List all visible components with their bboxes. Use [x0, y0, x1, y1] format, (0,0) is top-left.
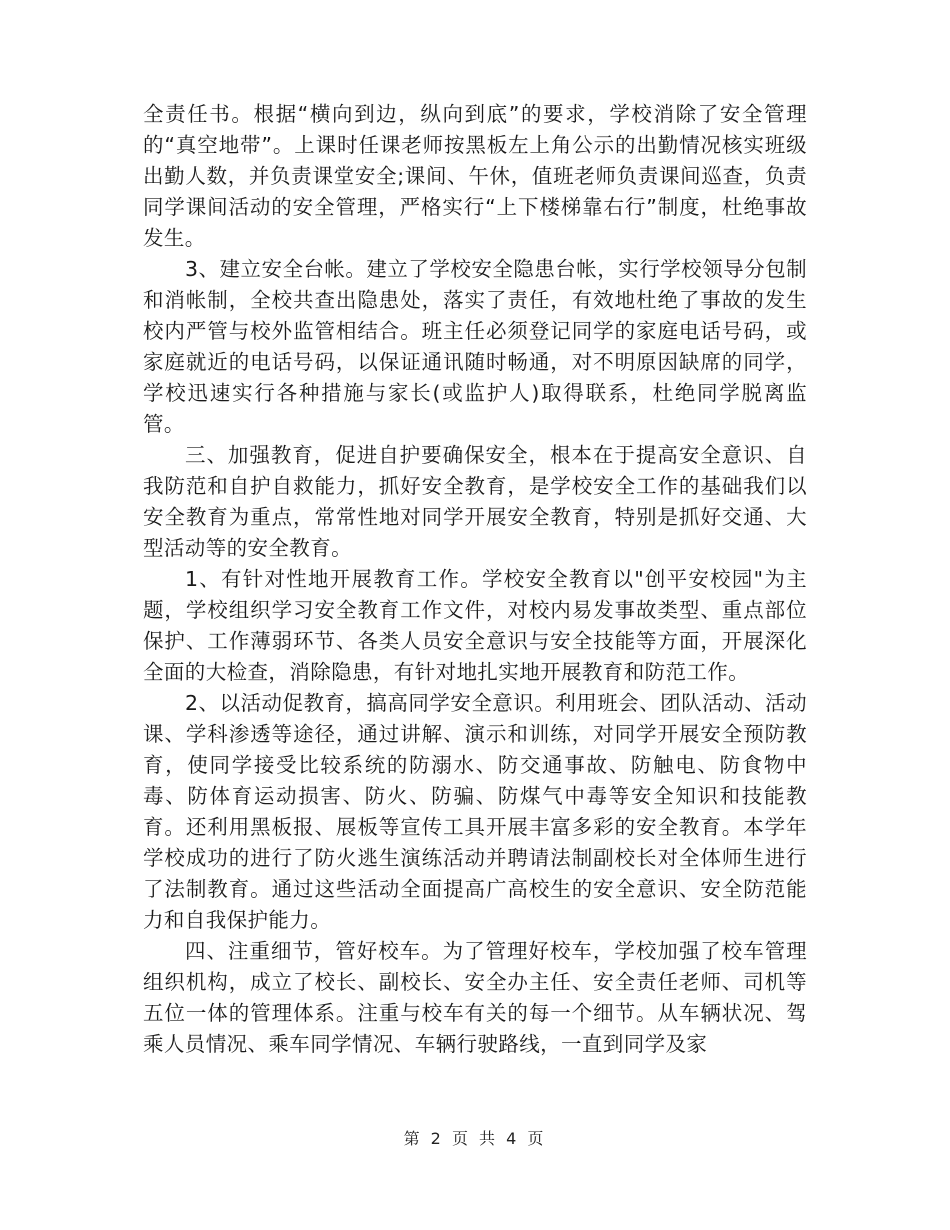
paragraph-safety-ledger: 3、建立安全台帐。建立了学校安全隐患台帐，实行学校领导分包制和消帐制，全校共查出隐患处，落实了责任，有效地杜绝了事故的发生校内严管与校外监管相结合。班主任必须登记同学的家庭电话号码，或家庭就近的电话号码，以保证通讯随时畅通，对不明原因缺席的同学，学校迅速实行各种措施与家长(或监护人)取得联系，杜绝同学脱离监管。	[143, 257, 807, 436]
document-body	[143, 99, 807, 1060]
paragraph-strengthen-education: 三、加强教育，促进自护要确保安全，根本在于提高安全意识、自我防范和自护自救能力，抓好安全教育，是学校安全工作的基础我们以安全教育为重点，常常性地对同学开展安全教育，特别是抓好交通、大型活动等的安全教育。	[143, 443, 807, 560]
paragraph-continuation: 全责任书。根据“横向到边，纵向到底”的要求，学校消除了安全管理的“真空地带”。上课时任课老师按黑板左上角公示的出勤情况核实班级出勤人数，并负责课堂安全;课间、午休，值班老师负责课间巡查，负责同学课间活动的安全管理，严格实行“上下楼梯靠右行”制度，杜绝事故发生。	[143, 102, 807, 250]
paragraph-targeted-education: 1、有针对性地开展教育工作。学校安全教育以"创平安校园"为主题，学校组织学习安全教育工作文件，对校内易发事故类型、重点部位保护、工作薄弱环节、各类人员安全意识与安全技能等方面，开展深化全面的大检查，消除隐患，有针对地扎实地开展教育和防范工作。	[143, 567, 807, 684]
paragraph-school-bus: 四、注重细节，管好校车。为了管理好校车，学校加强了校车管理组织机构，成立了校长、副校长、安全办主任、安全责任老师、司机等五位一体的管理体系。注重与校车有关的每一个细节。从车辆状况、驾乘人员情况、乘车同学情况、车辆行驶路线，一直到同学及家	[143, 939, 807, 1056]
page-number-footer: 第 2 页 共 4 页	[403, 1129, 547, 1148]
paragraph-activity-education: 2、以活动促教育，搞高同学安全意识。利用班会、团队活动、活动课、学科渗透等途径，通过讲解、演示和训练，对同学开展安全预防教育，使同学接受比较系统的防溺水、防交通事故、防触电、防食物中毒、防体育运动损害、防火、防骗、防煤气中毒等安全知识和技能教育。还利用黑板报、展板等宣传工具开展丰富多彩的安全教育。本学年学校成功的进行了防火逃生演练活动并聘请法制副校长对全体师生进行了法制教育。通过这些活动全面提高广高校生的安全意识、安全防范能力和自我保护能力。	[143, 691, 807, 932]
